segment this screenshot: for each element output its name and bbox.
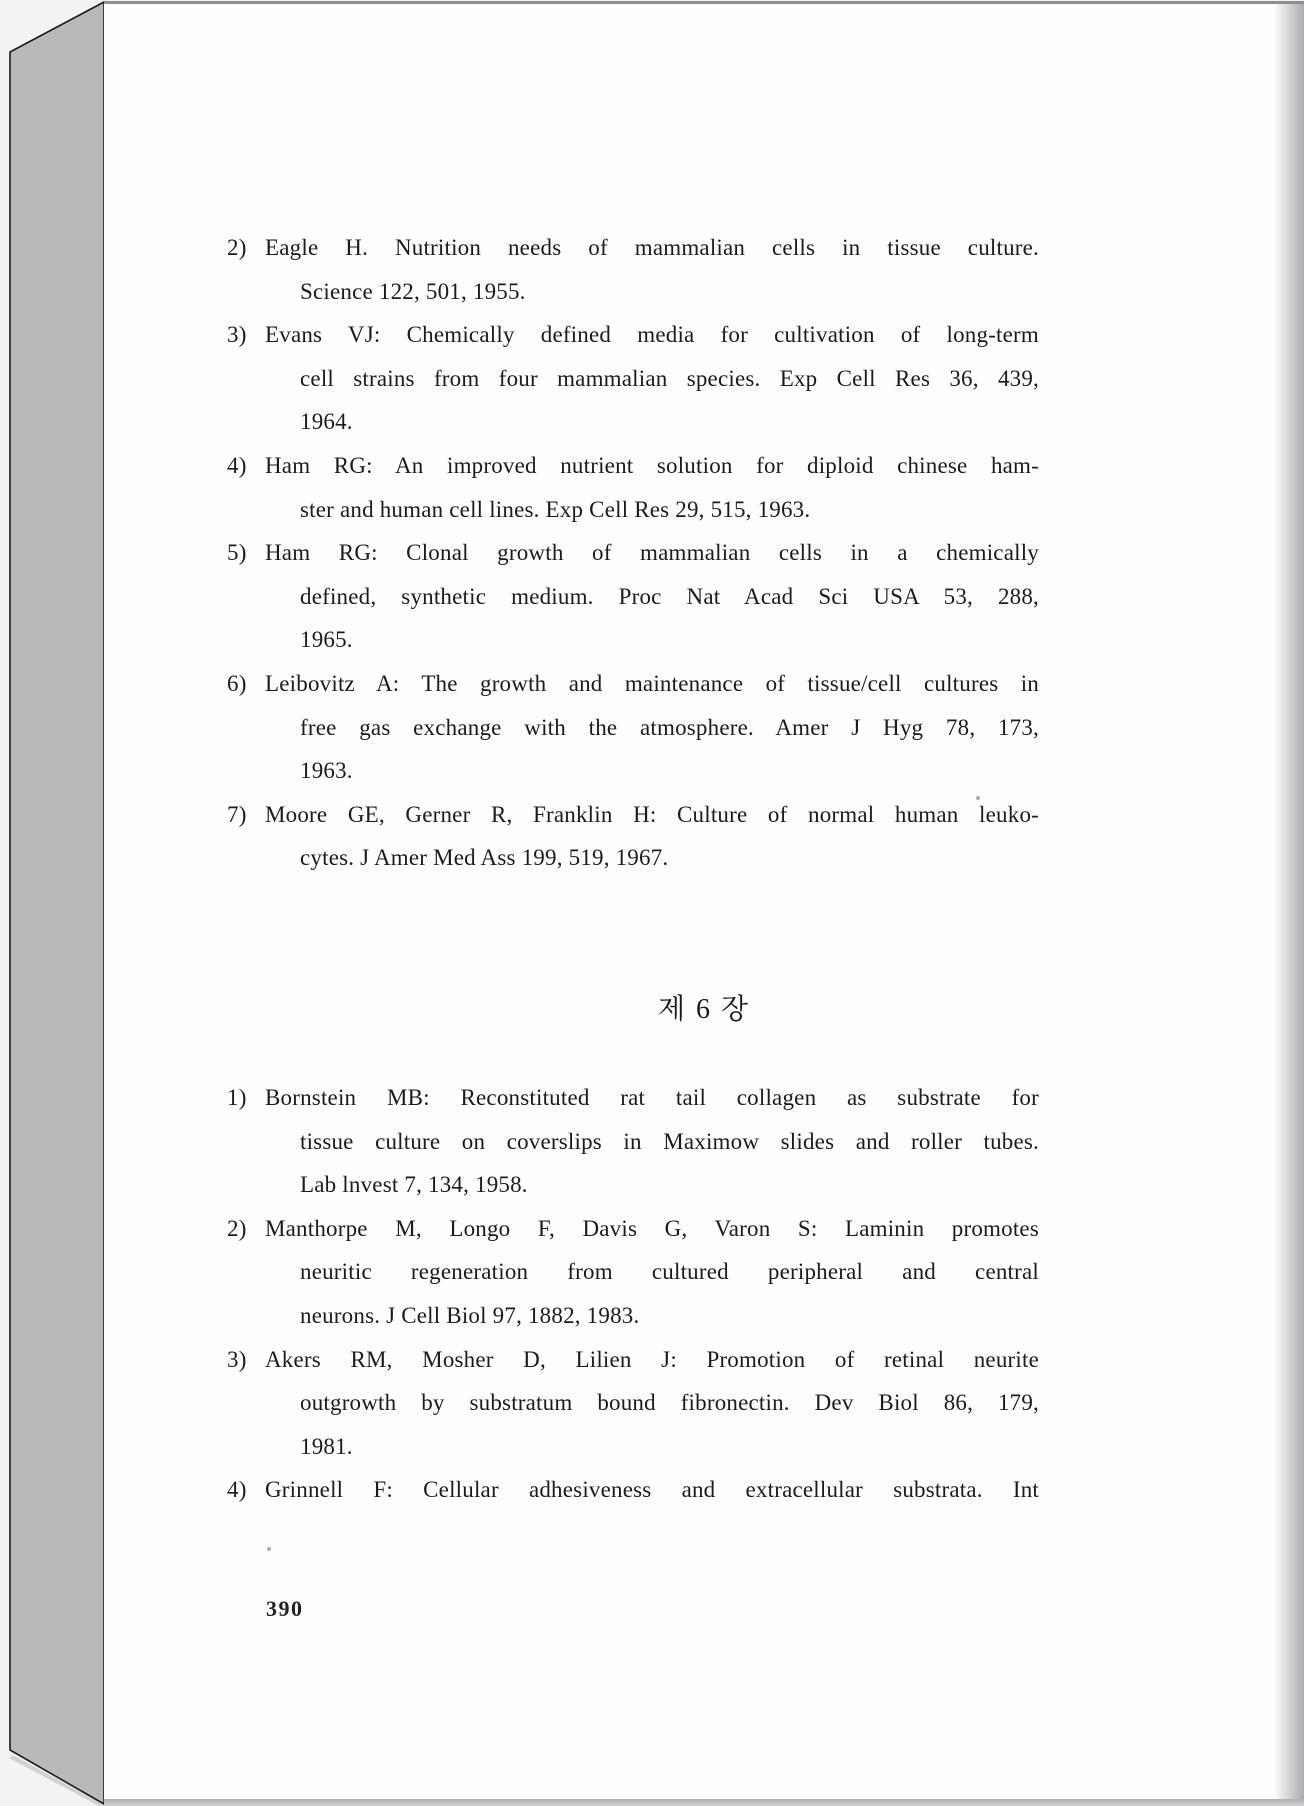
reference-text: 1965. xyxy=(300,627,353,653)
reference-text: Ham RG: An improved nutrient solution for diploid chinese ham- xyxy=(265,452,1039,478)
reference-line xyxy=(227,531,1039,575)
reference-text: Akers RM, Mosher D, Lilien J: Promotion of retinal neurite xyxy=(265,1346,1039,1372)
reference-list-chapter5 xyxy=(227,226,1039,880)
reference-line xyxy=(227,488,1039,532)
reference-text: cytes. J Amer Med Ass 199, 519, 1967. xyxy=(300,845,669,871)
reference-number: 4) xyxy=(227,1477,247,1503)
reference-number: 3) xyxy=(227,1346,247,1372)
reference-line xyxy=(227,749,1039,793)
reference-number: 1) xyxy=(227,1085,247,1110)
reference-line xyxy=(227,1468,1039,1512)
reference-item xyxy=(227,313,1039,444)
reference-item xyxy=(227,1468,1039,1512)
reference-item xyxy=(227,226,1039,313)
reference-item xyxy=(227,1207,1039,1338)
reference-number: 4) xyxy=(227,452,247,478)
reference-text: Science 122, 501, 1955. xyxy=(300,278,526,304)
reference-text: 1963. xyxy=(300,758,353,784)
page-bottom-shadow xyxy=(104,1799,1304,1806)
chapter-heading: 제 6 장 xyxy=(657,994,751,1025)
reference-text: tissue culture on coverslips in Maximow slides and roller tubes. xyxy=(300,1128,1039,1154)
reference-number: 2) xyxy=(227,235,247,260)
reference-text: cell strains from four mammalian species. Exp Cell Res 36, 439, xyxy=(300,365,1039,391)
reference-number: 2) xyxy=(227,1215,247,1241)
reference-line xyxy=(227,357,1039,401)
page-right-shade xyxy=(1274,4,1304,1800)
reference-line xyxy=(227,706,1039,750)
reference-number: 7) xyxy=(227,801,247,827)
reference-line xyxy=(227,1250,1039,1294)
spine-face xyxy=(10,2,104,1804)
reference-line xyxy=(227,793,1039,837)
reference-line xyxy=(227,1163,1039,1207)
reference-line xyxy=(227,662,1039,706)
reference-line xyxy=(227,444,1039,488)
scan-speck xyxy=(976,796,980,800)
reference-text: Grinnell F: Cellular adhesiveness and extracellular substrata. Int xyxy=(265,1477,1039,1503)
reference-text: 1981. xyxy=(300,1433,353,1459)
reference-line xyxy=(227,1381,1039,1425)
reference-line xyxy=(227,313,1039,357)
reference-line xyxy=(227,836,1039,880)
page xyxy=(104,1,1304,1800)
reference-text: neurons. J Cell Biol 97, 1882, 1983. xyxy=(300,1302,640,1328)
reference-text: Evans VJ: Chemically defined media for cultivation of long-term xyxy=(265,322,1039,348)
reference-number: 5) xyxy=(227,540,247,566)
reference-text: free gas exchange with the atmosphere. Amer J Hyg 78, 173, xyxy=(300,714,1039,740)
reference-line xyxy=(227,226,1039,270)
reference-line xyxy=(227,1207,1039,1251)
reference-text: ster and human cell lines. Exp Cell Res 29, 515, 1963. xyxy=(300,496,811,522)
reference-line xyxy=(227,618,1039,662)
reference-line xyxy=(227,1076,1039,1120)
reference-text: Bornstein MB: Reconstituted rat tail collagen as substrate for xyxy=(265,1085,1039,1110)
reference-text: Leibovitz A: The growth and maintenance of tissue/cell cultures in xyxy=(265,670,1039,696)
reference-item xyxy=(227,444,1039,531)
reference-line xyxy=(227,1294,1039,1338)
reference-item xyxy=(227,662,1039,793)
reference-number: 3) xyxy=(227,322,247,348)
reference-item xyxy=(227,793,1039,880)
reference-text: Manthorpe M, Longo F, Davis G, Varon S: Laminin promotes xyxy=(265,1215,1039,1241)
reference-list-chapter6 xyxy=(227,1076,1039,1512)
reference-line xyxy=(227,270,1039,314)
page-number: 390 xyxy=(266,1596,304,1621)
reference-number: 6) xyxy=(227,670,247,696)
reference-text: outgrowth by substratum bound fibronectin. Dev Biol 86, 179, xyxy=(300,1390,1039,1416)
reference-item xyxy=(227,531,1039,662)
reference-text: Eagle H. Nutrition needs of mammalian cells in tissue culture. xyxy=(265,235,1039,260)
reference-line xyxy=(227,1338,1039,1382)
reference-line xyxy=(227,1120,1039,1164)
reference-text: 1964. xyxy=(300,409,353,435)
reference-line xyxy=(227,575,1039,619)
reference-text: neuritic regeneration from cultured peripheral and central xyxy=(300,1259,1039,1285)
reference-text: Ham RG: Clonal growth of mammalian cells in a chemically xyxy=(265,540,1039,566)
reference-text: Lab lnvest 7, 134, 1958. xyxy=(300,1172,528,1198)
reference-text: defined, synthetic medium. Proc Nat Acad Sci USA 53, 288, xyxy=(300,583,1039,609)
reference-item xyxy=(227,1076,1039,1207)
reference-line xyxy=(227,1425,1039,1469)
scan-speck xyxy=(267,1547,271,1551)
reference-text: Moore GE, Gerner R, Franklin H: Culture of normal human leuko- xyxy=(265,801,1039,827)
reference-line xyxy=(227,400,1039,444)
reference-item xyxy=(227,1338,1039,1469)
